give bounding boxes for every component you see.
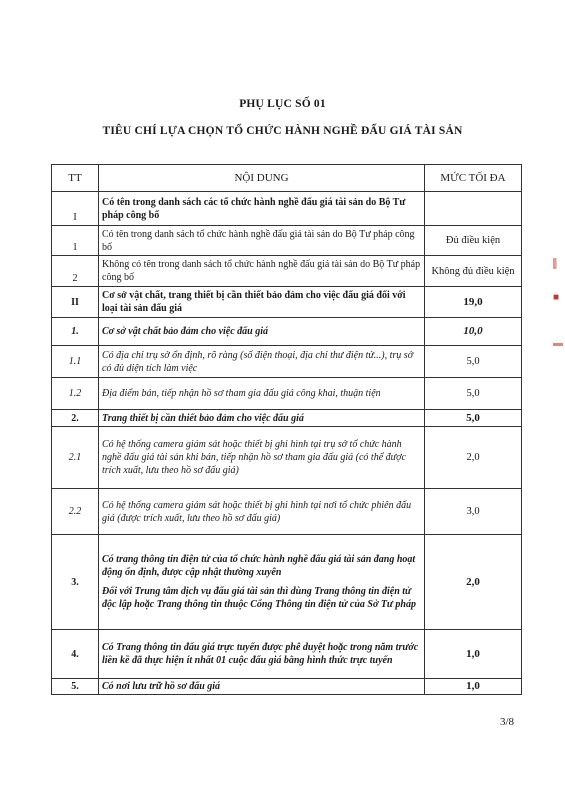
table-row <box>52 630 522 679</box>
table-row <box>52 427 522 489</box>
row-content: Địa điểm bán, tiếp nhận hồ sơ tham gia đấu giá công khai, thuận tiện <box>99 378 425 410</box>
document-title: TIÊU CHÍ LỰA CHỌN TỔ CHỨC HÀNH NGHỀ ĐẤU GIÁ TÀI SẢN <box>102 125 463 137</box>
row-value: 5,0 <box>425 346 522 378</box>
row-number: 1.1 <box>52 346 99 378</box>
stamp-fragment-icon: ▌ <box>553 258 561 269</box>
row-content: Có địa chỉ trụ sở ổn định, rõ ràng (số điện thoại, địa chỉ thư điện tử...), trụ sở có đủ diện tích làm việc <box>99 346 425 378</box>
row-content: Có nơi lưu trữ hồ sơ đấu giá <box>99 679 425 695</box>
row-content-main: Có trang thông tin điện tử của tổ chức hành nghề đấu giá tài sản đang hoạt động ổn định, được cập nhật thường xuyên <box>102 554 416 578</box>
table-row <box>52 287 522 318</box>
row-number: 2 <box>52 256 99 287</box>
row-value: 5,0 <box>425 378 522 410</box>
row-number: 5. <box>52 679 99 695</box>
table-row <box>52 489 522 535</box>
row-content: Có Trang thông tin đấu giá trực tuyến được phê duyệt hoặc trong năm trước liền kề đã thực hiện ít nhất 01 cuộc đấu giá bằng hình thức trực tuyến <box>99 630 425 679</box>
table-row <box>52 192 522 226</box>
row-number: II <box>52 287 99 318</box>
row-number: 4. <box>52 630 99 679</box>
table-row <box>52 378 522 410</box>
page-number: 3/8 <box>500 716 515 728</box>
row-number: 1 <box>52 226 99 256</box>
table-row <box>52 256 522 287</box>
column-header-content: NỘI DUNG <box>99 165 425 192</box>
table-row <box>52 318 522 346</box>
column-header-tt: TT <box>52 165 99 192</box>
row-content: Có tên trong danh sách các tổ chức hành nghề đấu giá tài sản do Bộ Tư pháp công bố <box>99 192 425 226</box>
row-number: I <box>52 192 99 226</box>
table-row <box>52 410 522 427</box>
stamp-fragment-icon: ▬ <box>553 338 563 348</box>
row-number: 2.2 <box>52 489 99 535</box>
stamp-fragment-icon: ■ <box>553 292 560 303</box>
row-content: Có hệ thống camera giám sát hoặc thiết bị ghi hình tại trụ sở tổ chức hành nghề đấu giá tài sản khi bán, tiếp nhận hồ sơ tham gia đấu giá (có thể được trích xuất, lưu theo hồ sơ đấu giá) <box>99 427 425 489</box>
row-number: 1.2 <box>52 378 99 410</box>
row-value: 2,0 <box>425 427 522 489</box>
row-content: Có hệ thống camera giám sát hoặc thiết bị ghi hình tại nơi tổ chức phiên đấu giá (được trích xuất, lưu theo hồ sơ đấu giá) <box>99 489 425 535</box>
table-row <box>52 535 522 630</box>
row-value: Đủ điều kiện <box>425 226 522 256</box>
row-content: Không có tên trong danh sách tổ chức hành nghề đấu giá tài sản do Bộ Tư pháp công bố <box>99 256 425 287</box>
row-content: Cơ sở vật chất bảo đảm cho việc đấu giá <box>99 318 425 346</box>
row-value: Không đủ điều kiện <box>425 256 522 287</box>
table-header-row <box>52 165 522 192</box>
criteria-table <box>51 164 522 695</box>
row-value: 1,0 <box>425 630 522 679</box>
table-row <box>52 226 522 256</box>
row-value: 5,0 <box>425 410 522 427</box>
row-content <box>99 535 425 630</box>
table-row <box>52 679 522 695</box>
column-header-max: MỨC TỐI ĐA <box>425 165 522 192</box>
row-value: 19,0 <box>425 287 522 318</box>
row-value: 10,0 <box>425 318 522 346</box>
row-value: 1,0 <box>425 679 522 695</box>
row-number: 1. <box>52 318 99 346</box>
row-value <box>425 192 522 226</box>
row-number: 2. <box>52 410 99 427</box>
row-value: 2,0 <box>425 535 522 630</box>
table-row <box>52 346 522 378</box>
row-content: Có tên trong danh sách tổ chức hành nghề đấu giá tài sản do Bộ Tư pháp công bố <box>99 226 425 256</box>
row-value: 3,0 <box>425 489 522 535</box>
appendix-label: PHỤ LỤC SỐ 01 <box>239 98 326 110</box>
row-content-note: Đối với Trung tâm dịch vụ đấu giá tài sản thì dùng Trang thông tin điện tử độc lập hoặc Trang thông tin thuộc Cổng Thông tin điện tử của Sở Tư pháp <box>102 586 416 610</box>
row-content: Trang thiết bị cần thiết bảo đảm cho việc đấu giá <box>99 410 425 427</box>
row-number: 2.1 <box>52 427 99 489</box>
row-number: 3. <box>52 535 99 630</box>
row-content: Cơ sở vật chất, trang thiết bị cần thiết bảo đảm cho việc đấu giá đối với loại tài sản đấu giá <box>99 287 425 318</box>
